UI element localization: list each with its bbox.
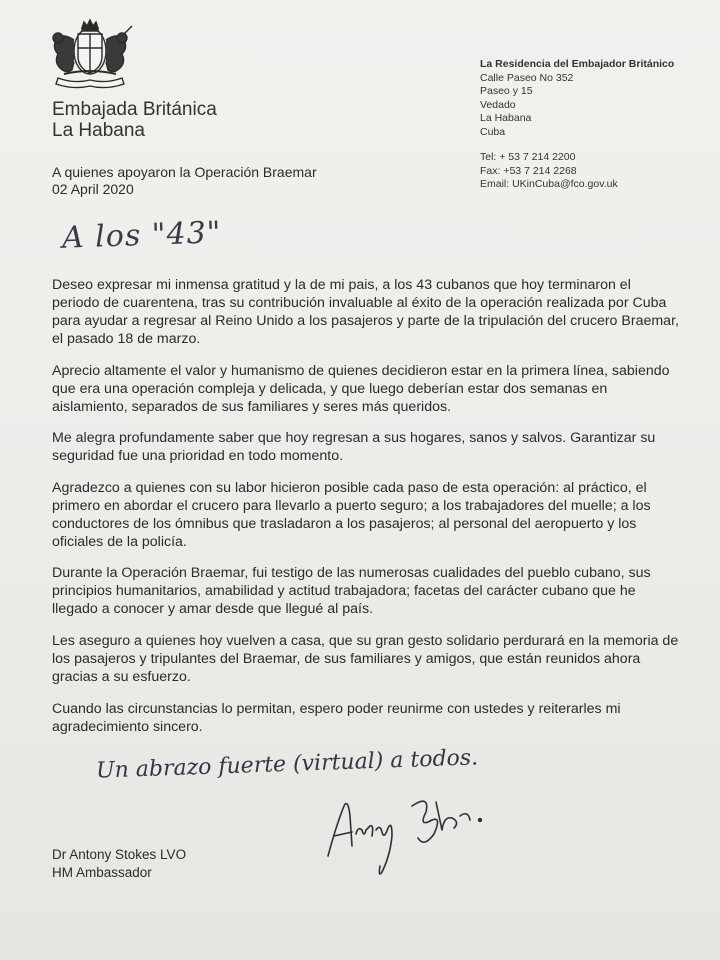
address-line: Paseo y 15 [480,85,533,98]
signature-icon [322,786,492,882]
royal-coat-of-arms-icon [44,18,136,90]
handwritten-greeting: A los "43" [61,215,223,256]
fax: Fax: +53 7 214 2268 [480,164,577,177]
paragraph: Agradezco a quienes con su labor hicieron posible cada paso de esta operación: al práctico, el primero en abordar el crucero para llevarlo a puerto seguro; a los trabajadores del muelle; a los conductores de los ómnibus que trasladaron a los pasajeros; al personal del aeropuerto y los oficiales de la policía. [52,479,651,550]
paragraph: Aprecio altamente el valor y humanismo de quienes decidieron estar en la primera línea, sabiendo que era una operación compleja y delicada, y que luego deberían estar dos semanas en aislamiento, separados de sus familiares y seres más queridos. [52,362,670,415]
address-block [480,58,674,140]
contact-block [480,151,618,192]
letter-date: 02 April 2020 [52,181,134,197]
handwritten-closing: Un abrazo fuerte (virtual) a todos. [95,745,479,784]
embassy-city: La Habana [52,120,145,141]
letter-body [52,276,682,749]
paragraph: Durante la Operación Braemar, fui testigo de las numerosas cualidades del pueblo cubano, sus principios humanitarios, amabilidad y actitud trabajadora; facetas del carácter cubano que he llegado a conocer y amar desde que llegué al país. [52,565,651,618]
paragraph: Les aseguro a quienes hoy vuelven a casa, que su gran gesto solidario perdurará en la memoria de los pasajeros y tripulantes del Braemar, de sus familiares y amigos, que están reunidos ahora gracias a su esfuerzo. [52,632,679,685]
signer-block [52,846,186,882]
residence-name: La Residencia del Embajador Británico [480,58,675,70]
email: Email: UKinCuba@fco.gov.uk [480,178,618,191]
paragraph: Deseo expresar mi inmensa gratitud y la de mi pais, a los 43 cubanos que hoy terminaron el periodo de cuarentena, tras su contribución invaluable al éxito de la operación realizada por Cuba para ayudar a regresar al Reino Unido a los pasajeros y parte de la tripulación del crucero Braemar, el pasado 18 de marzo. [52,277,679,347]
signer-title: HM Ambassador [52,865,152,880]
recipient-block [52,164,317,198]
address-line: Cuba [480,125,506,138]
telephone: Tel: + 53 7 214 2200 [480,151,576,163]
embassy-name: Embajada Británica [52,99,217,120]
recipient-line: A quienes apoyaron la Operación Braemar [52,164,317,180]
address-line: La Habana [480,112,532,125]
paragraph: Me alegra profundamente saber que hoy regresan a sus hogares, sanos y salvos. Garantizar su seguridad fue una prioridad en todo momento. [52,430,656,465]
address-line: Calle Paseo No 352 [480,71,574,84]
paragraph: Cuando las circunstancias lo permitan, espero poder reunirme con ustedes y reiterarles mi agradecimiento sincero. [52,700,621,735]
address-line: Vedado [480,98,516,111]
embassy-heading [52,99,217,141]
signer-name: Dr Antony Stokes LVO [52,847,187,862]
